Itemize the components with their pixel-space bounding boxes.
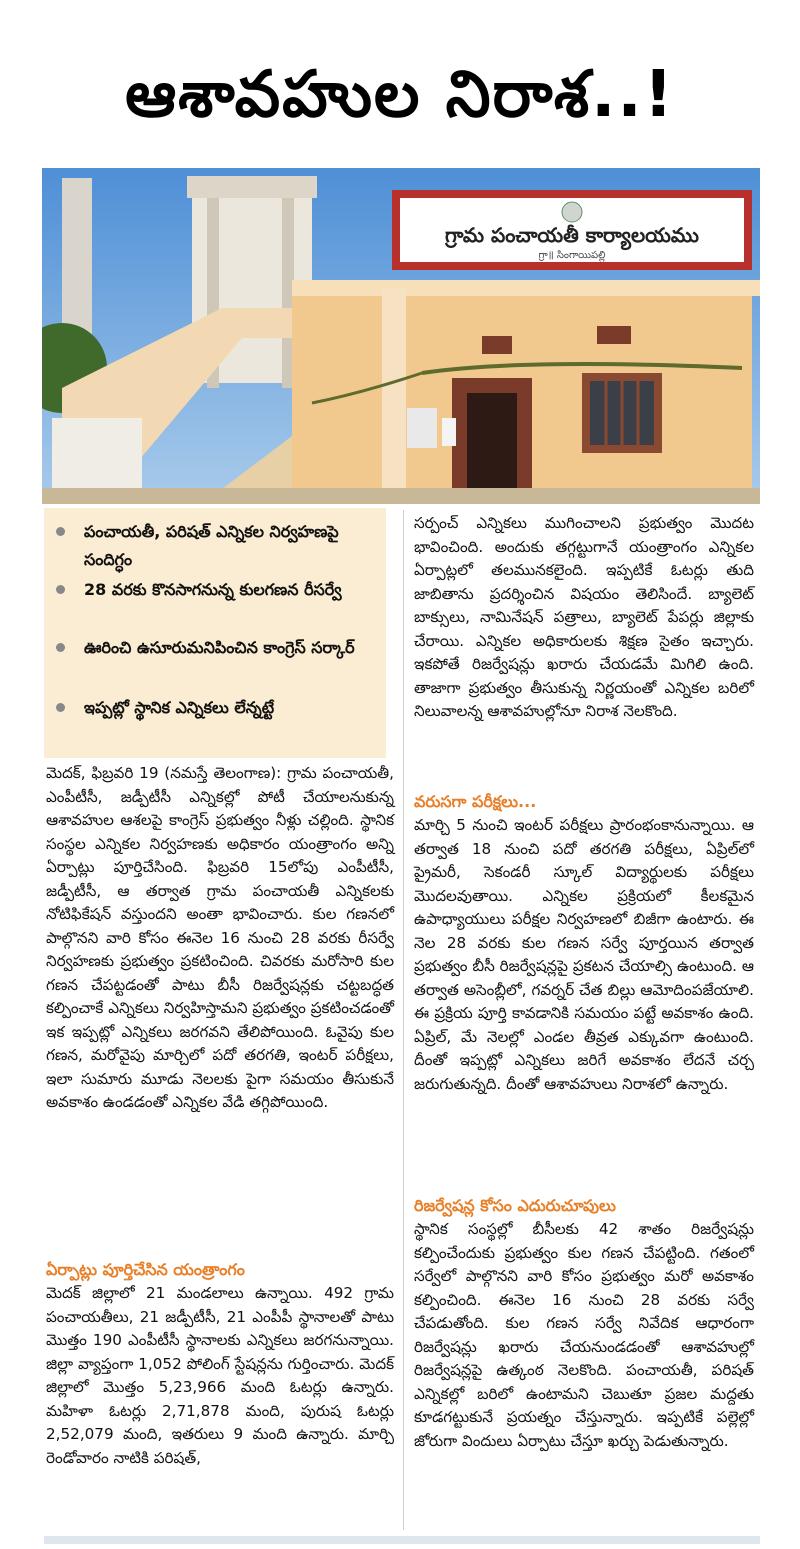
highlights-box xyxy=(44,508,386,758)
column-divider xyxy=(403,510,404,1530)
highlight-text: పంచాయతీ, పరిషత్ ఎన్నికల నిర్వహణపై సందిగ్ధం xyxy=(84,522,339,569)
article-left-intro xyxy=(46,762,394,1115)
article-right-bottom xyxy=(414,1218,754,1453)
article-right-top xyxy=(414,512,754,724)
bullet-icon xyxy=(56,703,65,712)
signboard-subtitle: గ్రా॥ సింగాయిపల్లి xyxy=(538,250,606,261)
subheading-left: ఏర్పాట్లు పూర్తిచేసిన యంత్రాంగం xyxy=(46,1260,245,1279)
signboard-title: గ్రామ పంచాయతీ కార్యాలయము xyxy=(445,223,699,247)
headline: ఆశావహుల నిరాశ..! xyxy=(125,58,675,132)
paragraph: స్థానిక సంస్థల్లో బీసీలకు 42 శాతం రిజర్వేషన్లు కల్పించేందుకు ప్రభుత్వం కుల గణన చేపట్టింది. గతంలో సర్వేలో పాల్గొనని వారి కోసం ప్రభుత్వం మరో అవకాశం కల్పించింది. ఈనెల 16 నుంచి 28 వరకు సర్వే చేపడుతోంది. కుల గణన సర్వే నివేదిక ఆధారంగా రిజర్వేషన్లు ఖరారు చేయనుండడంతో ఆశావహుల్లో రిజర్వేషన్లపై ఉత్కంఠ నెలకొంది. పంచాయతీ, పరిషత్ ఎన్నికల్లో బరిలో ఉంటామని చెబుతూ ప్రజల మద్దతు కూడగట్టుకునే ప్రయత్నం చేస్తున్నారు. ఇప్పటికే పల్లెల్లో జోరుగా విందులు ఏర్పాటు చేస్తూ ఖర్చు పెడుతున్నారు. xyxy=(414,1220,754,1450)
highlight-text: ఇప్పట్లో స్థానిక ఎన్నికలు లేన్నట్టే xyxy=(84,698,275,717)
paragraph: సర్పంచ్ ఎన్నికలు ముగించాలని ప్రభుత్వం మొదట భావించింది. అందుకు తగ్గట్టుగానే యంత్రాంగం ఎన్నికల ఏర్పాట్లలో తలమునకలైంది. ఇప్పటికే ఓటర్లు తుది జాబితాను ప్రదర్శించిన విషయం తెలిసిందే. బ్యాలెట్ బాక్సులు, నామినేషన్ పత్రాలు, బ్యాలెట్ పేపర్లు జిల్లాకు చేరాయి. ఎన్నికల అధికారులకు శిక్షణ సైతం ఇచ్చారు. ఇకపోతే రిజర్వేషన్లు ఖరారు చేయడమే మిగిలి ఉంది. తాజాగా ప్రభుత్వం తీసుకున్న నిర్ణయంతో ఎన్నికల బరిలో నిలువాలన్న ఆశావహుల్లోనూ నిరాశ నెలకొంది. xyxy=(414,514,754,720)
paragraph: మార్చి 5 నుంచి ఇంటర్ పరీక్షలు ప్రారంభంకానున్నాయి. ఆ తర్వాత 18 నుంచి పదో తరగతి పరీక్షలు, ఏప్రిల్‌లో ప్రైమరీ, సెకండరీ స్కూల్ విద్యార్థులకు పరీక్షలు మొదలవుతాయి. ఎన్నికల ప్రక్రియలో కీలకమైన ఉపాధ్యాయులు పరీక్షల నిర్వహణలో బిజీగా ఉంటారు. ఈ నెల 28 వరకు కుల గణన సర్వే పూర్తయిన తర్వాత ప్రభుత్వం బీసీ రిజర్వేషన్లపై ప్రకటన చేయాల్సి ఉంటుంది. ఆ తర్వాత అసెంబ్లీలో, గవర్నర్ చేత బిల్లు ఆమోదింపజేయాలి. ఈ ప్రక్రియ పూర్తి కావడానికి సమయం పట్టే అవకాశం ఉంది. ఏప్రిల్, మే నెలల్లో ఎండల తీవ్రత ఎక్కువగా ఉంటుంది. దీంతో ఇప్పట్లో ఎన్నికలు జరిగే అవకాశం లేదనే చర్చ జరుగుతున్నది. దీంతో ఆశావహులు నిరాశలో ఉన్నారు. xyxy=(414,816,754,1093)
highlight-text: 28 వరకు కొనసాగనున్న కులగణన రీసర్వే xyxy=(84,580,342,599)
highlight-text: ఊరించి ఉసూరుమనిపించిన కాంగ్రెస్ సర్కార్ xyxy=(84,638,355,657)
subheading-exams: వరుసగా పరీక్షలు... xyxy=(414,792,537,811)
bottom-border xyxy=(44,1536,760,1544)
paragraph: మెదక్, ఫిబ్రవరి 19 (నమస్తే తెలంగాణ): గ్రామ పంచాయతీ, ఎంపీటీసీ, జడ్పీటీసీ ఎన్నికల్లో పోటీ చేయాలనుకున్న ఆశావహుల ఆశలపై కాంగ్రెస్ ప్రభుత్వం నీళ్లు చల్లింది. స్థానిక సంస్థల ఎన్నికల నిర్వహణకు అధికారం యంత్రాంగం అన్ని ఏర్పాట్లు పూర్తిచేసింది. ఫిబ్రవరి 15లోపు ఎంపీటీసీ, జడ్పీటీసీ, ఆ తర్వాత గ్రామ పంచాయతీ ఎన్నికలకు నోటిఫికేషన్ వస్తుందని అంతా భావించారు. కుల గణనలో పాల్గొనని వారి కోసం ఈనెల 16 నుంచి 28 వరకు రీసర్వే నిర్వహణకు ప్రభుత్వం ప్రకటించింది. చివరకు మరోసారి కుల గణన చేపట్టడంతో పాటు బీసీ రిజర్వేషన్లకు చట్టబద్ధత కల్పించాకే ఎన్నికలు నిర్వహిస్తామని ప్రభుత్వం ప్రకటించడంతో ఇక ఇప్పట్లో ఎన్నికలు జరగవని తేలిపోయింది. ఓవైపు కుల గణన, మరోవైపు మార్చిలో పదో తరగతి, ఇంటర్ పరీక్షలు, ఇలా సుమారు మూడు నెలలకు పైగా సమయం తీసుకునే అవకాశం ఉండడంతో ఎన్నికల వేడి తగ్గిపోయింది. xyxy=(46,764,394,1111)
news-photo xyxy=(42,168,760,504)
paragraph: మెదక్ జిల్లాలో 21 మండలాలు ఉన్నాయి. 492 గ్రామ పంచాయతీలు, 21 జడ్పీటీసీ, 21 ఎంపీపీ స్థానాలతో పాటు మొత్తం 190 ఎంపీటీసీ స్థానాలకు ఎన్నికలు జరగనున్నాయి. జిల్లా వ్యాప్తంగా 1,052 పోలింగ్ స్టేషన్లను గుర్తించారు. మెదక్ జిల్లాలో మొత్తం 5,23,966 మంది ఓటర్లు ఉన్నారు. మహిళా ఓటర్లు 2,71,878 మంది, పురుష ఓటర్లు 2,52,079 మంది, ఇతరులు 9 మంది ఉన్నారు. మార్చి రెండోవారం నాటికి పరిషత్, xyxy=(46,1284,394,1467)
bullet-icon xyxy=(56,643,65,652)
subheading-reservations: రిజర్వేషన్ల కోసం ఎదురుచూపులు xyxy=(414,1196,616,1215)
bullet-icon xyxy=(56,585,65,594)
bullet-icon xyxy=(56,527,65,536)
article-left-bottom xyxy=(46,1282,394,1470)
article-right-middle xyxy=(414,814,754,1096)
